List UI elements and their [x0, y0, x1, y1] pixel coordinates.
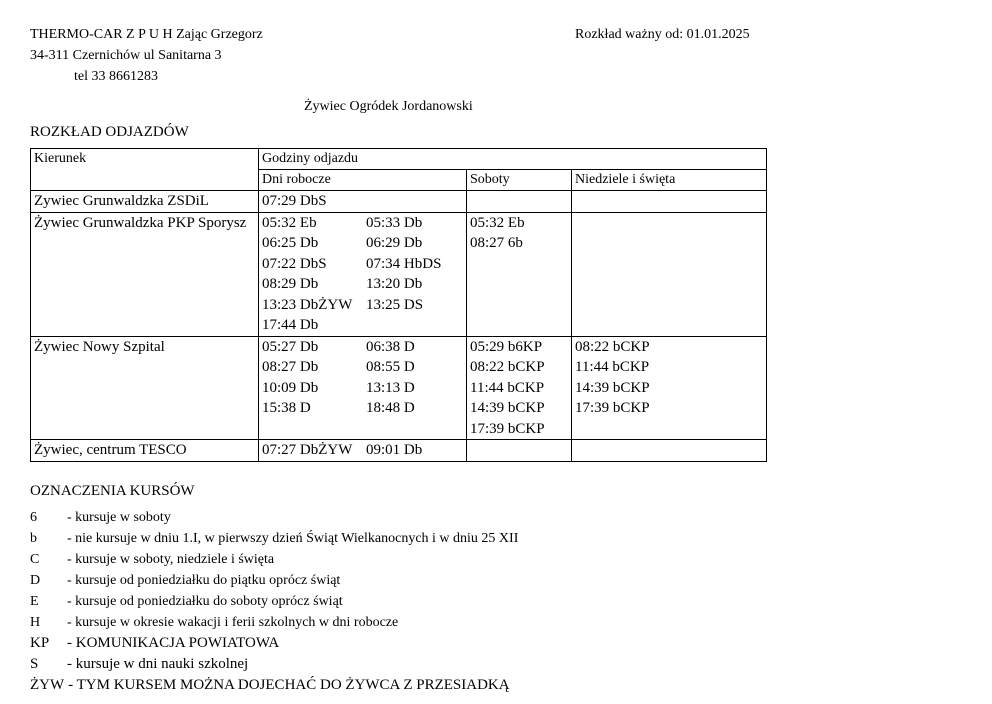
departure-time: 05:32 Eb: [262, 214, 317, 231]
departure-time: 13:20 Db: [366, 276, 423, 292]
legend-item: [30, 612, 398, 633]
departure-line: [262, 274, 466, 295]
departure-time: 15:38 D: [262, 400, 311, 416]
departure-time: 13:13 D: [366, 379, 415, 396]
company-address: 34-311 Czernichów ul Sanitarna 3: [30, 48, 222, 63]
table-row: [31, 191, 767, 213]
departure-time: 08:27 6b: [470, 235, 523, 251]
table-row: [31, 440, 767, 462]
company-phone: tel 33 8661283: [74, 69, 158, 84]
table-row: [31, 336, 767, 440]
departure-line: [262, 378, 466, 399]
departure-time: 05:29 b6KP: [470, 338, 543, 355]
departure-line: [262, 191, 466, 212]
departure-time: 07:22 DbS: [262, 255, 327, 272]
legend-code: KP: [30, 635, 50, 651]
legend-text: - kursuje od poniedziałku do soboty oprócz świąt: [67, 594, 343, 609]
legend-code: D: [30, 573, 41, 588]
departure-line: [262, 357, 466, 378]
departure-time: 18:48 D: [366, 400, 415, 416]
legend-text: - kursuje w dni nauki szkolnej: [67, 656, 249, 672]
sundays-cell: [572, 440, 767, 462]
legend-code: b: [30, 531, 37, 546]
departure-time: 13:23 DbŻYW: [262, 296, 353, 313]
departure-line: [262, 440, 466, 461]
legend-item: [30, 654, 248, 675]
table-row: [31, 212, 767, 336]
departure-time: 05:27 Db: [262, 338, 319, 355]
sundays-cell: [572, 212, 767, 336]
saturdays-cell: [467, 336, 572, 440]
departure-line: [262, 233, 466, 254]
timetable: [30, 148, 767, 462]
legend-code: E: [30, 594, 39, 609]
saturdays-cell: [467, 191, 572, 213]
saturdays-cell: [467, 212, 572, 336]
sundays-cell: [572, 191, 767, 213]
departure-line: [262, 254, 466, 275]
departure-time: 10:09 Db: [262, 379, 319, 396]
sundays-cell: [572, 336, 767, 440]
departure-time: 07:34 HbDS: [366, 255, 442, 272]
legend-code: 6: [30, 510, 37, 525]
departure-time: 09:01 Db: [366, 442, 423, 458]
weekdays-cell: [259, 440, 467, 462]
legend-item: [30, 549, 274, 570]
departure-time: 08:55 D: [366, 359, 415, 375]
departure-time: 06:29 Db: [366, 235, 423, 251]
departure-time: 17:39 bCKP: [575, 400, 650, 416]
weekdays-cell: [259, 212, 467, 336]
saturdays-header: Soboty: [467, 170, 572, 191]
departure-time: 08:22 bCKP: [575, 338, 650, 355]
legend-code: H: [30, 615, 41, 630]
weekdays-cell: [259, 336, 467, 440]
legend-text: - kursuje w okresie wakacji i ferii szkolnych w dni robocze: [67, 615, 399, 630]
legend-text: - nie kursuje w dniu 1.I, w pierwszy dzień Świąt Wielkanocnych i w dniu 25 XII: [67, 531, 519, 546]
section-title: ROZKŁAD ODJAZDÓW: [30, 124, 189, 140]
legend-text: - kursuje w soboty: [67, 510, 171, 525]
direction-cell: Zywiec Grunwaldzka ZSDiL: [31, 191, 259, 213]
departure-time: 05:33 Db: [366, 214, 423, 231]
departure-time: 14:39 bCKP: [575, 379, 650, 396]
legend-code: S: [30, 656, 39, 672]
saturdays-cell: [467, 440, 572, 462]
departure-time: 08:27 Db: [262, 359, 319, 375]
departure-time: 17:44 Db: [262, 317, 319, 333]
departure-line: [262, 295, 466, 316]
direction-cell: Żywiec, centrum TESCO: [31, 440, 259, 462]
departure-time: 07:29 DbS: [262, 193, 327, 209]
legend-item: [30, 591, 343, 612]
valid-from-date: Rozkład ważny od: 01.01.2025: [575, 27, 750, 42]
legend-title: OZNACZENIA KURSÓW: [30, 483, 195, 499]
departure-time: 13:25 DS: [366, 296, 424, 313]
legend-item: [30, 507, 171, 528]
legend-item: [30, 570, 340, 591]
departure-time: 17:39 bCKP: [470, 420, 545, 437]
stop-name: Żywiec Ogródek Jordanowski: [304, 99, 473, 114]
legend-text: - kursuje w soboty, niedziele i święta: [67, 552, 275, 567]
departure-time: 05:32 Eb: [470, 214, 525, 231]
departure-time: 08:22 bCKP: [470, 359, 545, 375]
departure-time: 14:39 bCKP: [470, 400, 545, 416]
direction-header: Kierunek: [31, 149, 259, 191]
departure-time: 11:44 bCKP: [470, 379, 545, 396]
departure-line: [262, 337, 466, 358]
legend-text: - KOMUNIKACJA POWIATOWA: [67, 635, 280, 651]
table-header-row: [31, 149, 767, 170]
legend-item: [30, 675, 510, 696]
departure-line: [262, 213, 466, 234]
legend-item: [30, 633, 279, 654]
legend-item: [30, 528, 518, 549]
departure-line: [262, 398, 466, 419]
sundays-header: Niedziele i święta: [572, 170, 767, 191]
legend-code: C: [30, 552, 40, 567]
company-name: THERMO-CAR Z P U H Zając Grzegorz: [30, 27, 263, 42]
legend-text: - TYM KURSEM MOŻNA DOJECHAĆ DO ŻYWCA Z PRZESIADKĄ: [68, 677, 510, 693]
legend-text: - kursuje od poniedziałku do piątku oprócz świąt: [67, 573, 341, 588]
departure-time: 07:27 DbŻYW: [262, 442, 353, 458]
legend-code: ŻYW: [30, 677, 65, 693]
departure-time: 06:25 Db: [262, 235, 319, 251]
departure-time: 08:29 Db: [262, 276, 319, 292]
weekdays-header: Dni robocze: [259, 170, 467, 191]
direction-cell: Żywiec Grunwaldzka PKP Sporysz: [31, 212, 259, 336]
direction-cell: Żywiec Nowy Szpital: [31, 336, 259, 440]
departure-line: [262, 315, 466, 336]
weekdays-cell: [259, 191, 467, 213]
hours-header: Godziny odjazdu: [259, 149, 767, 170]
departure-time: 11:44 bCKP: [575, 359, 650, 375]
departure-time: 06:38 D: [366, 338, 415, 355]
